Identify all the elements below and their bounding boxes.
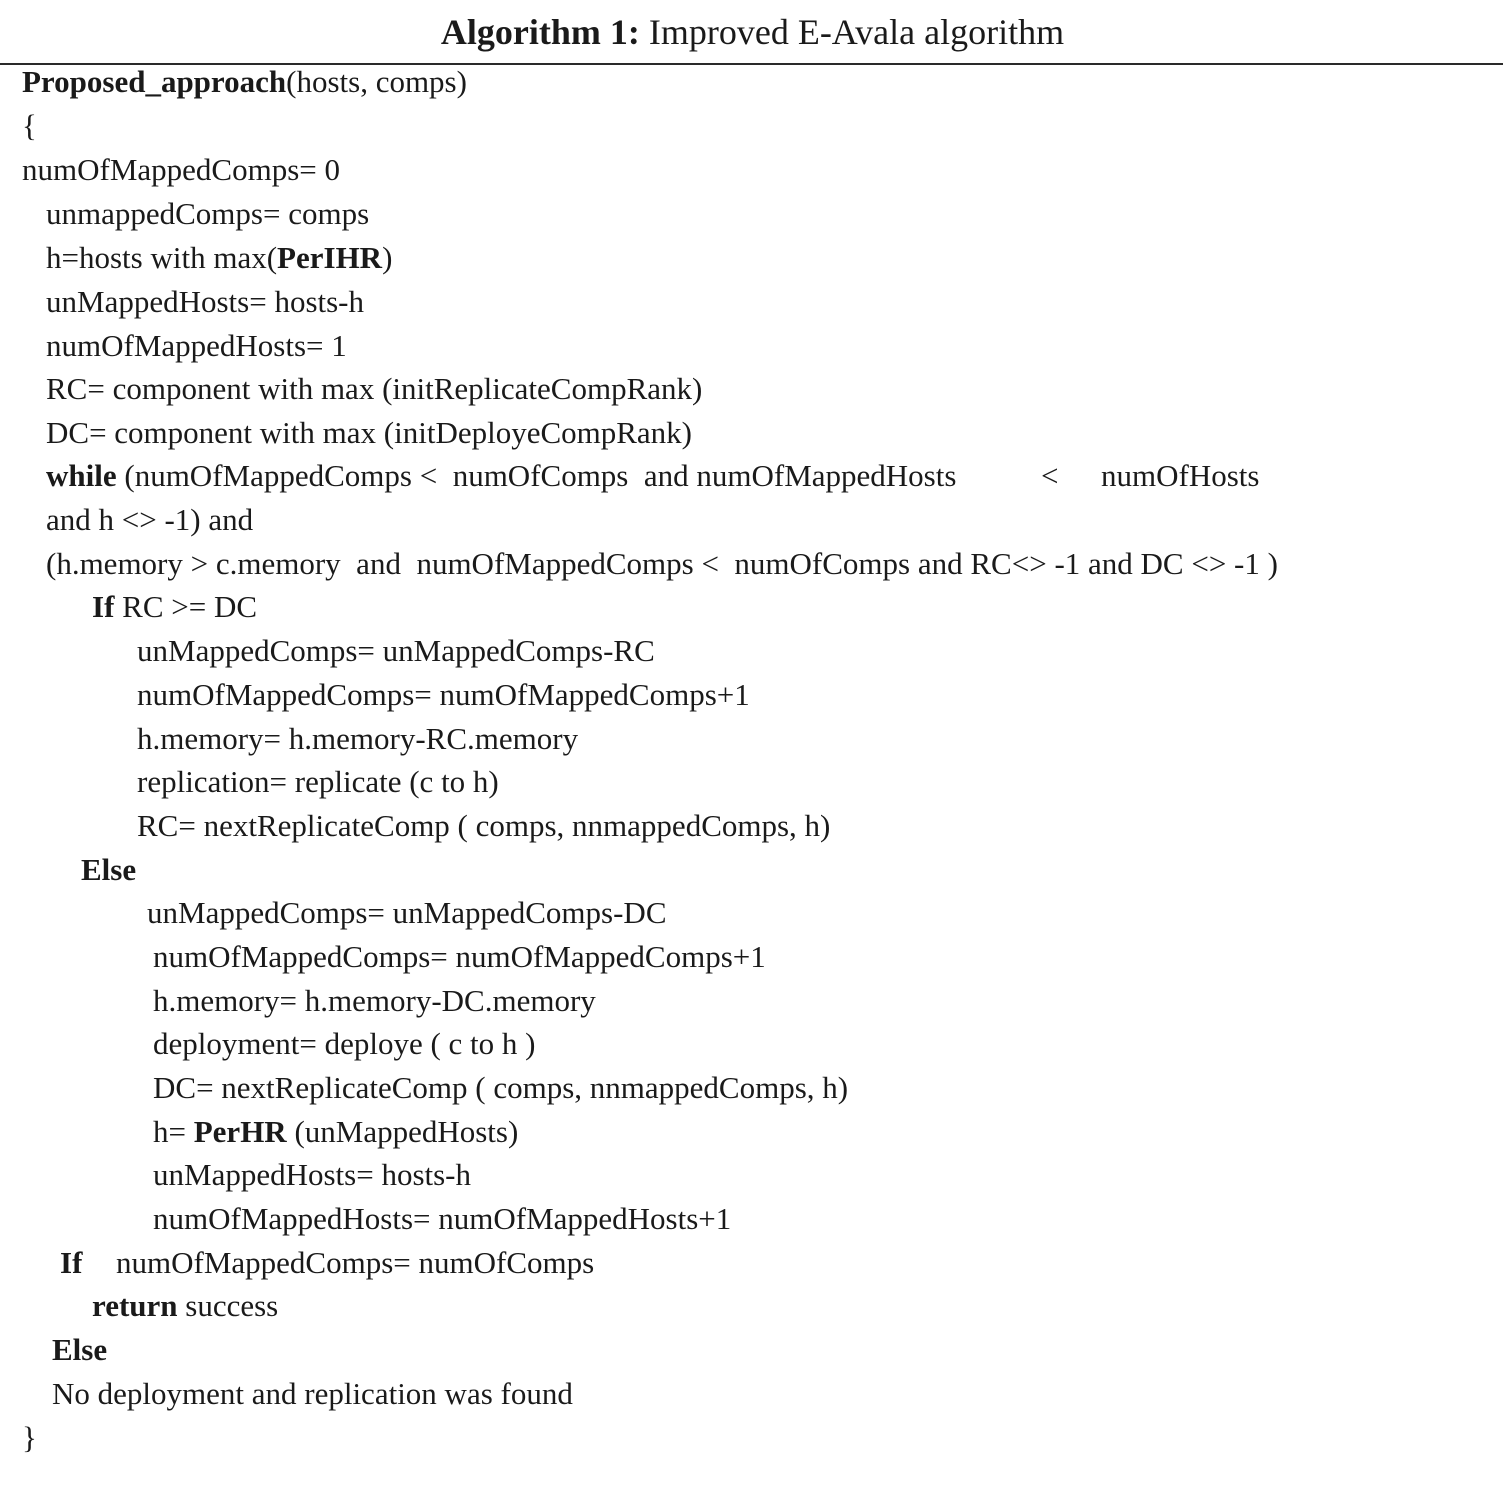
- code-line-dc-init: DC= component with max (initDeployeCompRank): [46, 415, 693, 450]
- code-line-memory-condition: (h.memory > c.memory and numOfMappedComps < numOfComps and RC<> -1 and DC <> -1 ): [46, 546, 1278, 581]
- code-line-r-num: numOfMappedComps= numOfMappedComps+1: [137, 677, 750, 712]
- code-line-d-num: numOfMappedComps= numOfMappedComps+1: [153, 939, 766, 974]
- code-line-d-num-hosts: numOfMappedHosts= numOfMappedHosts+1: [153, 1201, 732, 1236]
- d-h-prefix: h=: [153, 1114, 194, 1149]
- code-line-r-unmapped: unMappedComps= unMappedComps-RC: [137, 633, 655, 668]
- function-signature: [22, 62, 467, 102]
- while-condition-a: (numOfMappedComps < numOfComps and numOfMappedHosts: [116, 458, 957, 493]
- code-line-r-mem: h.memory= h.memory-RC.memory: [137, 721, 579, 756]
- while-keyword: while: [46, 458, 117, 493]
- final-if-keyword: If: [60, 1245, 83, 1280]
- caption-title: Improved E-Avala algorithm: [648, 12, 1065, 52]
- code-line-d-unmapped: unMappedComps= unMappedComps-DC: [147, 895, 667, 930]
- code-line-h-init: [46, 238, 392, 278]
- perihr-keyword: PerIHR: [277, 240, 383, 275]
- code-line-d-deploy: deployment= deploye ( c to h ): [153, 1026, 536, 1061]
- caption-label: Algorithm 1:: [440, 12, 640, 52]
- algorithm-caption: [0, 8, 1505, 56]
- code-line-r-next: RC= nextReplicateComp ( comps, nnmappedComps, h): [137, 808, 831, 843]
- h-init-suffix: ): [382, 240, 393, 275]
- while-num-hosts: numOfHosts: [1101, 458, 1260, 493]
- return-keyword: return: [92, 1288, 178, 1323]
- close-brace: }: [22, 1420, 37, 1455]
- final-if-condition: numOfMappedComps= numOfComps: [116, 1245, 595, 1280]
- final-else-keyword: Else: [52, 1332, 108, 1367]
- function-args: (hosts, comps): [286, 64, 467, 99]
- code-line-unmapped-hosts: unMappedHosts= hosts-h: [46, 284, 365, 319]
- code-line-while: [46, 456, 956, 496]
- code-line-init-mapped: numOfMappedComps= 0: [22, 152, 340, 187]
- failure-message: No deployment and replication was found: [52, 1376, 573, 1411]
- perhr-keyword: PerHR: [193, 1114, 287, 1149]
- code-line-d-unmapped-hosts: unMappedHosts= hosts-h: [153, 1157, 472, 1192]
- code-line-d-mem: h.memory= h.memory-DC.memory: [153, 983, 596, 1018]
- return-value: success: [177, 1288, 279, 1323]
- while-less-than: <: [1041, 458, 1059, 493]
- code-line-and-h: and h <> -1) and: [46, 502, 254, 537]
- if-keyword: If: [92, 589, 115, 624]
- d-h-suffix: (unMappedHosts): [286, 1114, 519, 1149]
- code-line-d-next: DC= nextReplicateComp ( comps, nnmappedComps, h): [153, 1070, 849, 1105]
- else-keyword: Else: [81, 852, 137, 887]
- function-name: Proposed_approach: [22, 64, 287, 99]
- open-brace: {: [22, 108, 37, 143]
- code-line-rc-init: RC= component with max (initReplicateCompRank): [46, 371, 703, 406]
- if-condition: RC >= DC: [114, 589, 258, 624]
- code-line-unmapped-comps: unmappedComps= comps: [46, 196, 370, 231]
- code-line-d-h: [153, 1112, 518, 1152]
- code-line-return: [92, 1286, 278, 1326]
- code-line-num-mapped-hosts: numOfMappedHosts= 1: [46, 328, 347, 363]
- code-line-if-rc: [92, 587, 257, 627]
- code-line-r-repl: replication= replicate (c to h): [137, 764, 499, 799]
- h-init-prefix: h=hosts with max(: [46, 240, 278, 275]
